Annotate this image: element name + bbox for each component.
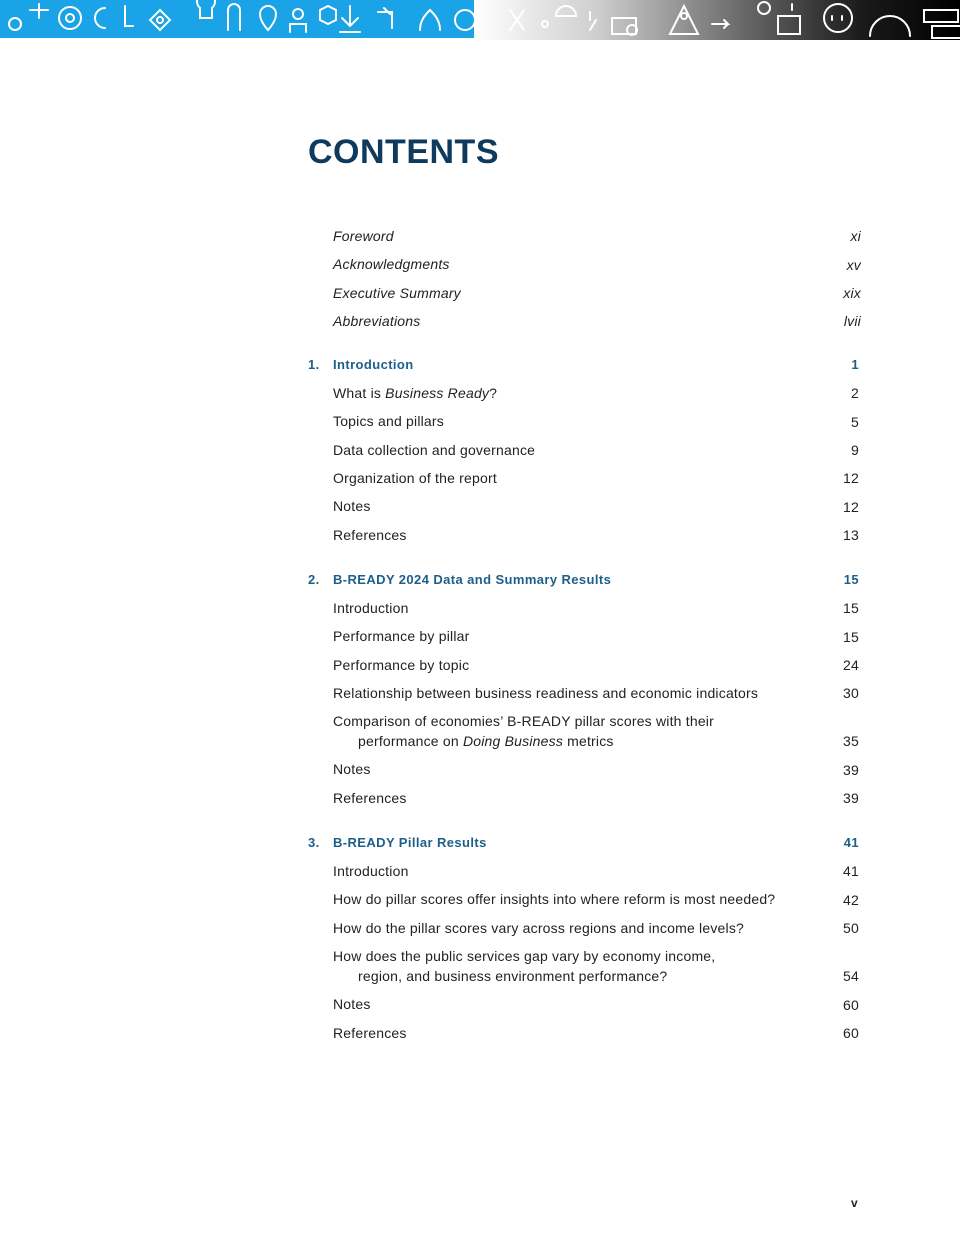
toc-section-label: Data collection and governance — [333, 441, 536, 458]
toc-entry-label: Abbreviations — [333, 313, 421, 330]
toc-section[interactable] — [308, 707, 861, 755]
toc-entry-abbreviations[interactable] — [308, 307, 861, 335]
toc-section-page: 30 — [843, 685, 859, 702]
toc-section[interactable] — [308, 379, 861, 407]
toc-section[interactable] — [308, 407, 861, 435]
toc-section-page: 12 — [843, 498, 859, 515]
toc-section-label: Comparison of economies’ B-READY pillar scores with their performance on Doing Business metrics — [333, 713, 714, 750]
toc-entry-foreword[interactable] — [308, 222, 861, 250]
toc-section-label: How do pillar scores offer insights into where reform is most needed? — [333, 891, 776, 908]
chapter-page: 1 — [851, 357, 859, 373]
toc-section-page: 24 — [843, 656, 859, 673]
toc-section-page: 54 — [843, 968, 859, 985]
toc-entry-page: xix — [843, 284, 861, 301]
spacer — [308, 812, 861, 829]
toc-section-page: 39 — [843, 761, 859, 778]
toc-section-label: Notes — [333, 996, 371, 1013]
page-number: v — [851, 1196, 858, 1210]
chapter-page: 41 — [843, 835, 859, 851]
toc-section-label: What is Business Ready? — [333, 385, 498, 402]
chapter-page: 15 — [843, 571, 859, 587]
toc-section[interactable] — [308, 492, 861, 520]
toc-section[interactable] — [308, 521, 861, 549]
chapter-number: 2. — [308, 571, 320, 587]
toc-section-page: 50 — [843, 919, 859, 936]
toc-section-page: 60 — [843, 996, 859, 1013]
toc-section[interactable] — [308, 679, 861, 707]
toc-section[interactable] — [308, 990, 861, 1018]
chapter-number: 3. — [308, 835, 320, 851]
toc-section-page: 41 — [843, 863, 859, 880]
toc-entry-acknowledgments[interactable] — [308, 250, 861, 278]
toc-section[interactable] — [308, 755, 861, 783]
decorative-icon-banner — [0, 0, 960, 40]
spacer — [308, 335, 861, 351]
toc-section-page: 35 — [843, 733, 859, 750]
banner-icons — [0, 0, 960, 40]
toc-section-page: 13 — [843, 526, 859, 543]
toc-entry-executive-summary[interactable] — [308, 279, 861, 307]
toc-section-page: 2 — [851, 385, 859, 402]
toc-section-label: Performance by topic — [333, 656, 470, 673]
toc-section[interactable] — [308, 464, 861, 492]
toc-section-page: 39 — [843, 790, 859, 807]
toc-section-page: 42 — [843, 891, 859, 908]
toc-section-label: References — [333, 526, 407, 543]
toc-section[interactable] — [308, 622, 861, 650]
toc-section[interactable] — [308, 857, 861, 885]
toc-chapter-1[interactable] — [308, 351, 861, 379]
toc-section[interactable] — [308, 436, 861, 464]
toc-section-label: References — [333, 1024, 407, 1041]
toc-entry-page: xi — [850, 228, 861, 245]
toc-section-page: 5 — [851, 413, 859, 430]
chapter-title: Introduction — [333, 357, 414, 373]
toc-entry-page: xv — [846, 256, 861, 273]
toc-section[interactable] — [308, 651, 861, 679]
toc-section-label: References — [333, 789, 407, 806]
page-title: CONTENTS — [308, 133, 499, 171]
chapter-title: B-READY 2024 Data and Summary Results — [333, 571, 612, 587]
toc-entry-label: Acknowledgments — [333, 256, 450, 273]
toc-section[interactable] — [308, 914, 861, 942]
toc-section[interactable] — [308, 885, 861, 913]
toc-entry-label: Foreword — [333, 228, 394, 245]
toc-chapter-2[interactable] — [308, 566, 861, 594]
toc-entry-page: lvii — [843, 313, 861, 330]
toc-section[interactable] — [308, 1019, 861, 1047]
chapter-title: B-READY Pillar Results — [333, 835, 487, 851]
toc-section-label: How do the pillar scores vary across regions and income levels? — [333, 919, 745, 936]
spacer — [308, 549, 861, 566]
toc-section-page: 15 — [843, 628, 859, 645]
toc-section-label: How does the public services gap vary by economy income, region, and business environment performance? — [333, 947, 716, 984]
toc-section-label: Performance by pillar — [333, 628, 470, 645]
toc-section-label: Notes — [333, 761, 371, 778]
toc-section[interactable] — [308, 784, 861, 812]
table-of-contents — [308, 222, 861, 1047]
toc-section-page: 9 — [851, 442, 859, 459]
toc-chapter-3[interactable] — [308, 829, 861, 857]
toc-section-label: Topics and pillars — [333, 413, 444, 430]
toc-section[interactable] — [308, 594, 861, 622]
toc-section-label: Relationship between business readiness and economic indicators — [333, 684, 759, 701]
toc-section-label: Introduction — [333, 863, 409, 880]
toc-section-label: Notes — [333, 498, 371, 515]
toc-section-page: 12 — [843, 470, 859, 487]
toc-section-page: 15 — [843, 600, 859, 617]
toc-section-label: Introduction — [333, 599, 409, 616]
toc-section[interactable] — [308, 942, 861, 990]
toc-section-label: Organization of the report — [333, 470, 497, 487]
toc-entry-label: Executive Summary — [333, 284, 461, 301]
chapter-number: 1. — [308, 357, 320, 373]
toc-section-page: 60 — [843, 1024, 859, 1041]
